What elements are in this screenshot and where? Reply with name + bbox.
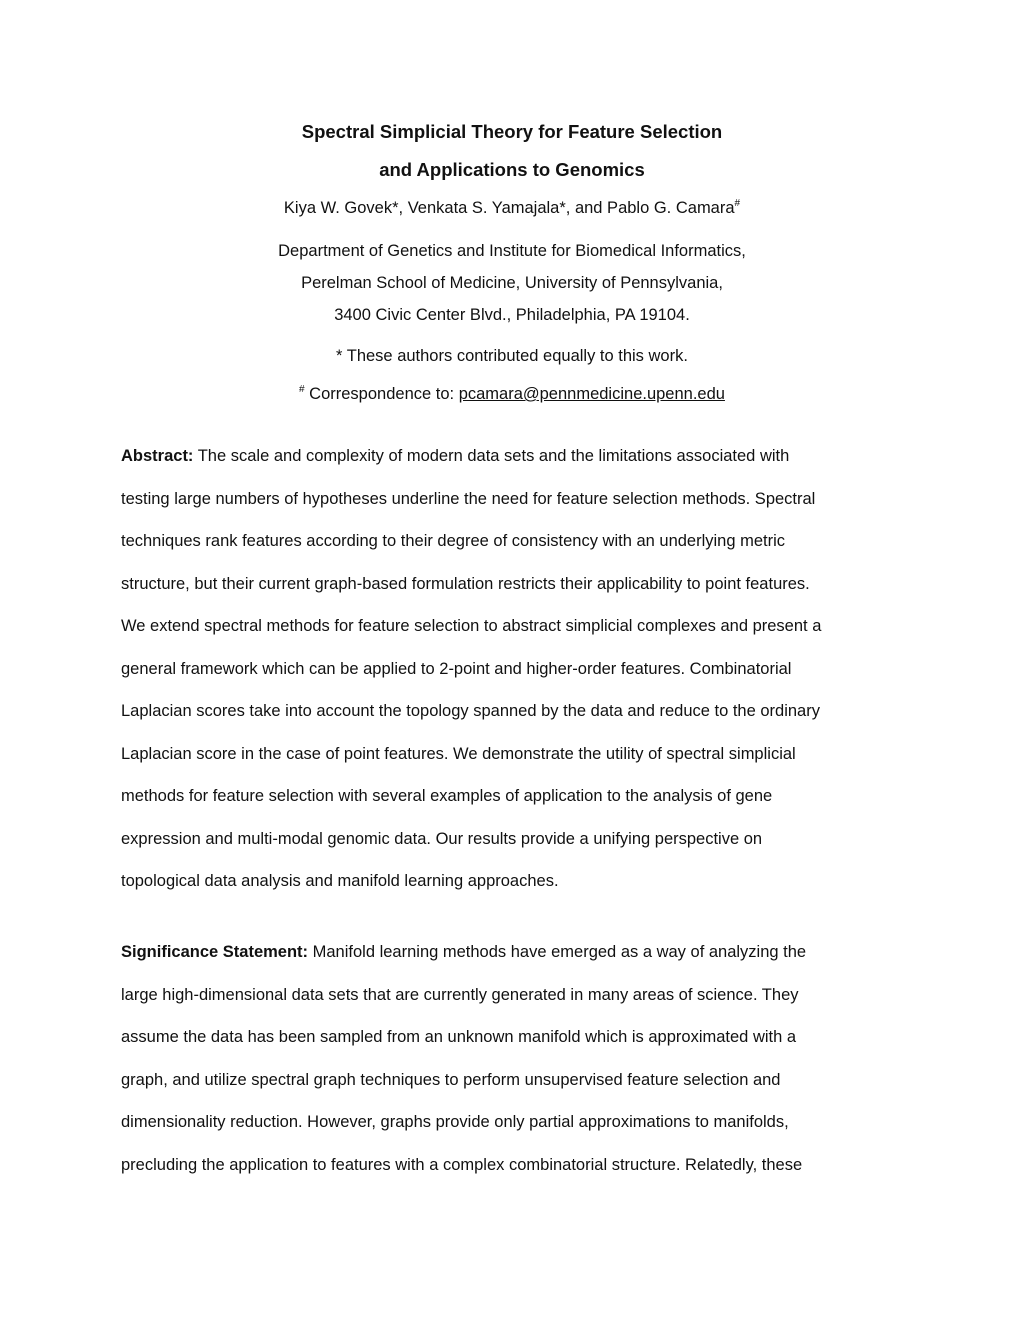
abstract-line: expression and multi-modal genomic data. Our results provide a unifying perspective on bbox=[121, 829, 763, 848]
abstract-line: structure, but their current graph-based formulation restricts their applicability to point features. bbox=[121, 574, 810, 593]
paper-title-line-2: and Applications to Genomics bbox=[379, 159, 645, 180]
abstract-label: Abstract: bbox=[121, 447, 194, 465]
significance-line-text: Manifold learning methods have emerged as a way of analyzing the bbox=[308, 943, 807, 961]
abstract-line: Laplacian score in the case of point features. We demonstrate the utility of spectral simplicial bbox=[121, 744, 796, 763]
affiliation-line-3: 3400 Civic Center Blvd., Philadelphia, PA 19104. bbox=[334, 306, 690, 324]
abstract-line bbox=[121, 445, 911, 488]
equal-contribution-note: * These authors contributed equally to this work. bbox=[336, 347, 688, 365]
abstract-line: general framework which can be applied to 2-point and higher-order features. Combinatorial bbox=[121, 659, 792, 678]
significance-line: precluding the application to features with a complex combinatorial structure. Relatedly, these bbox=[121, 1155, 803, 1174]
abstract-section bbox=[121, 445, 911, 913]
author-correspondence-mark: # bbox=[734, 198, 741, 209]
abstract-line-text: The scale and complexity of modern data sets and the limitations associated with bbox=[193, 447, 790, 465]
abstract-line: We extend spectral methods for feature selection to abstract simplicial complexes and present a bbox=[121, 617, 822, 635]
correspondence-email-link[interactable]: pcamara@pennmedicine.upenn.edu bbox=[458, 385, 725, 403]
significance-label: Significance Statement: bbox=[121, 943, 309, 961]
significance-line: assume the data has been sampled from an unknown manifold which is approximated with a bbox=[121, 1028, 797, 1046]
affiliation-line-1: Department of Genetics and Institute for Biomedical Informatics, bbox=[278, 242, 746, 260]
affiliation-line-2: Perelman School of Medicine, University of Pennsylvania, bbox=[301, 274, 723, 292]
abstract-line: topological data analysis and manifold learning approaches. bbox=[121, 872, 559, 890]
author-list bbox=[0, 197, 1024, 219]
correspondence-mark: # bbox=[299, 384, 305, 395]
correspondence-note bbox=[0, 383, 1024, 405]
abstract-line: Laplacian scores take into account the topology spanned by the data and reduce to the ordinary bbox=[121, 702, 820, 720]
significance-line bbox=[121, 941, 911, 984]
paper-title-line-1: Spectral Simplicial Theory for Feature Selection bbox=[301, 121, 723, 142]
significance-line: large high-dimensional data sets that are currently generated in many areas of science. They bbox=[121, 985, 799, 1004]
correspondence-label: Correspondence to: bbox=[304, 385, 459, 403]
abstract-line: methods for feature selection with several examples of application to the analysis of gene bbox=[121, 787, 773, 805]
author-names: Kiya W. Govek*, Venkata S. Yamajala*, and Pablo G. Camara bbox=[283, 199, 735, 217]
abstract-line: testing large numbers of hypotheses underline the need for feature selection methods. Spectral bbox=[121, 489, 816, 508]
abstract-line: techniques rank features according to their degree of consistency with an underlying metric bbox=[121, 532, 786, 550]
significance-section bbox=[121, 941, 911, 1196]
significance-line: dimensionality reduction. However, graphs provide only partial approximations to manifolds, bbox=[121, 1113, 789, 1131]
significance-line: graph, and utilize spectral graph techniques to perform unsupervised feature selection and bbox=[121, 1070, 781, 1089]
